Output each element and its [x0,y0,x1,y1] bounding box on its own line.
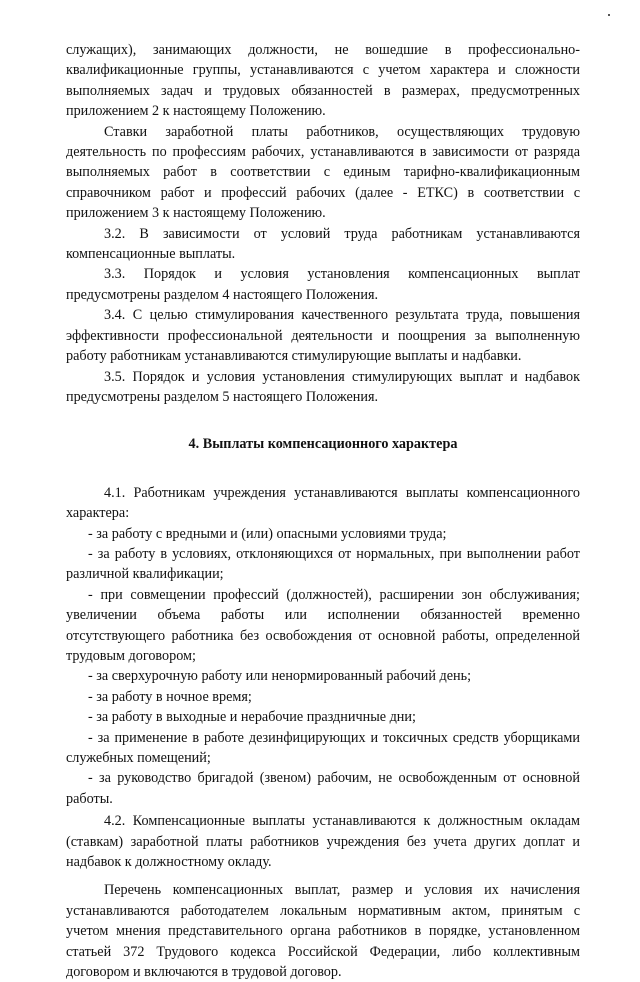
list-item: - за работу в ночное время; [88,688,252,705]
list-item: - за работу с вредными и (или) опасными условиями труда; [88,525,447,542]
list-item: - за руководство бригадой (звеном) рабочим, не освобожденным от основной работы. [66,770,580,807]
paragraph-4-2: 4.2. Компенсационные выплаты устанавливаются к должностным окладам (ставкам) заработной платы работников учреждения без учета других доплат и надбавок к должностному окладу. [66,813,580,871]
section-4-heading: 4. Выплаты компенсационного характера [188,436,458,453]
paragraph-3-2: 3.2. В зависимости от условий труда работникам устанавливаются компенсационные выплаты. [66,225,580,263]
paragraph-4-1: 4.1. Работникам учреждения устанавливаются выплаты компенсационного характера: [66,484,580,522]
paragraph-workers-rates: Ставки заработной платы работников, осуществляющих трудовую деятельность по профессиям рабочих, устанавливаются в зависимости от разряда выполняемых работ в соответствии с единым тарифно-квалификационным справочником работ и профессий рабочих (далее - ЕТКС) в соответствии с приложением 3 к настоящему Положению. [66,123,580,222]
compensation-list [66,524,580,810]
list-item: - за применение в работе дезинфицирующих и токсичных средств уборщиками служебных помещений; [66,729,580,766]
list-item: - за сверхурочную работу или ненормированный рабочий день; [88,668,472,685]
document-page [66,40,580,982]
paragraph-continuation: служащих), занимающих должности, не вошедшие в профессионально-квалификационные группы, устанавливаются с учетом характера и сложности выполняемых задач и трудовых обязанностей в размерах, предусмотренных приложением 2 к настоящему Положению. [66,42,580,120]
list-item: - за работу в выходные и нерабочие праздничные дни; [88,709,416,726]
paragraph-list-of-payments: Перечень компенсационных выплат, размер и условия их начисления устанавливаются работодателем локальным нормативным актом, принятым с учетом мнения представительного органа работников в порядке, установленном статьей 372 Трудового кодекса Российской Федерации, либо коллективным договором и включаются в трудовой договор. [66,882,580,981]
paragraph-3-4: 3.4. С целью стимулирования качественного результата труда, повышения эффективности профессиональной деятельности и поощрения за выполненную работу работникам устанавливаются стимулирующие выплаты и надбавки. [66,307,580,365]
scan-speck [608,14,610,16]
list-item: - при совмещении профессий (должностей), расширении зон обслуживания; увеличении объема работы или исполнении обязанностей временно отсутствующего работника без освобождения от основной работы, определенной трудовым договором; [66,586,580,664]
paragraph-3-5: 3.5. Порядок и условия установления стимулирующих выплат и надбавок предусмотрены разделом 5 настоящего Положения. [66,368,580,405]
list-item: - за работу в условиях, отклоняющихся от нормальных, при выполнении работ различной квалификации; [66,545,580,583]
paragraph-3-3: 3.3. Порядок и условия установления компенсационных выплат предусмотрены разделом 4 настоящего Положения. [66,266,580,303]
